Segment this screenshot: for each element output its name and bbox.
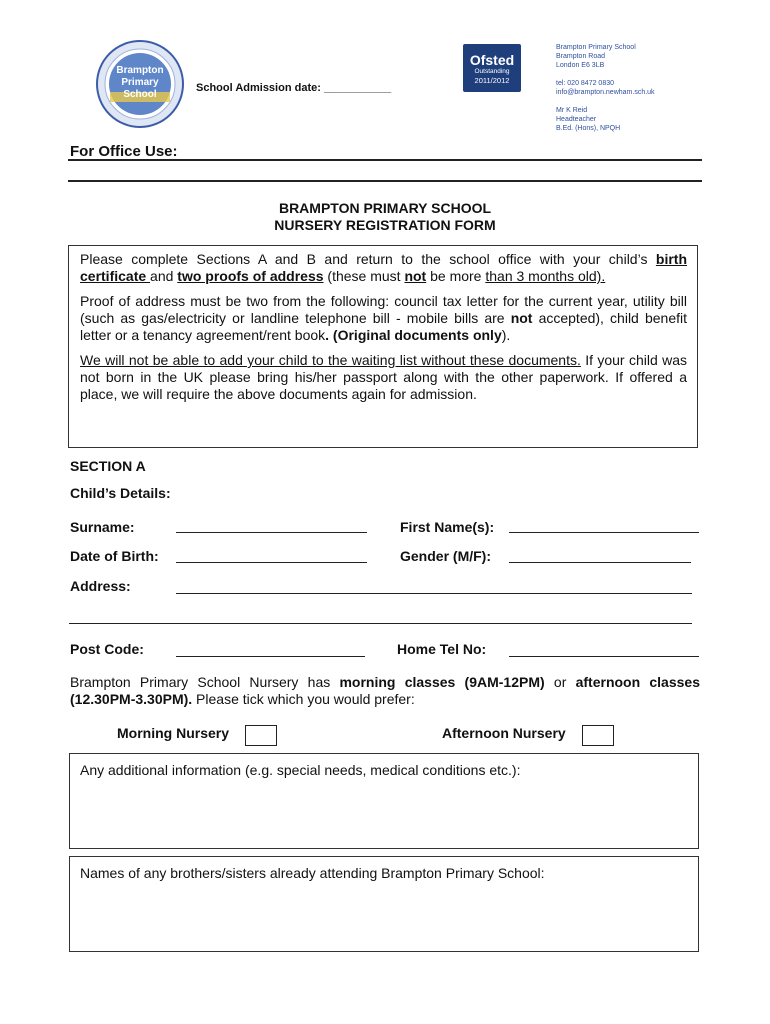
school-logo xyxy=(96,40,184,128)
phone-line: tel: 020 8472 0830 xyxy=(556,80,614,87)
class-preference-text: Brampton Primary School Nursery has morning classes (9AM-12PM) or afternoon classes (12.30PM-3.30PM). Please tick which you would prefer: xyxy=(70,674,700,707)
office-use-label: For Office Use: xyxy=(70,143,178,160)
ofsted-badge xyxy=(463,44,521,92)
section-a-heading: SECTION A xyxy=(70,458,146,474)
instructions-paragraph-2: Proof of address must be two from the following: council tax letter for the current year, utility bill (such as gas/electricity or landline telephone bill - mobile bills are not accepted), child benefit letter or a tenancy agreement/rent book. (Original documents only). xyxy=(80,293,687,343)
morning-nursery-checkbox[interactable] xyxy=(245,725,277,746)
ofsted-rating: Outstanding xyxy=(474,68,510,75)
post-code-field[interactable] xyxy=(176,656,365,657)
post-code-label: Post Code: xyxy=(70,641,144,657)
head-name: Mr K Reid xyxy=(556,107,588,114)
additional-info-box[interactable] xyxy=(69,753,699,849)
instructions-paragraph-1: Please complete Sections A and B and return to the school office with your child’s birth certificate and two proofs of address (these must not be more than 3 months old). xyxy=(80,251,687,284)
morning-nursery-label: Morning Nursery xyxy=(117,725,230,741)
school-contact-block xyxy=(556,43,655,133)
first-names-label: First Name(s): xyxy=(400,519,495,535)
form-title: NURSERY REGISTRATION FORM xyxy=(274,217,496,233)
form-title-school: BRAMPTON PRIMARY SCHOOL xyxy=(278,200,492,216)
email-line: info@brampton.newham.sch.uk xyxy=(556,89,655,96)
instructions-paragraph-3: We will not be able to add your child to the waiting list without these documents. If your child was not born in the UK please bring his/her passport along with the other paperwork. If offered a place, we will require the above documents again for admission. xyxy=(80,352,687,402)
dob-field[interactable] xyxy=(176,562,367,563)
surname-field[interactable] xyxy=(176,532,367,533)
afternoon-nursery-checkbox[interactable] xyxy=(582,725,614,746)
divider xyxy=(68,159,702,161)
ofsted-title: Ofsted xyxy=(469,52,515,68)
ofsted-years: 2011/2012 xyxy=(474,76,510,85)
address-line: Brampton Road xyxy=(556,53,606,60)
head-title: Headteacher xyxy=(556,116,597,123)
gender-field[interactable] xyxy=(509,562,691,563)
head-quals: B.Ed. (Hons), NPQH xyxy=(556,125,621,132)
home-tel-label: Home Tel No: xyxy=(397,641,487,657)
siblings-label: Names of any brothers/sisters already attending Brampton Primary School: xyxy=(80,865,545,881)
address-field-line-1[interactable] xyxy=(176,593,692,594)
address-label: Address: xyxy=(70,578,131,594)
instructions-box xyxy=(68,245,698,448)
surname-label: Surname: xyxy=(70,519,135,535)
logo-text-1: Brampton xyxy=(116,65,164,76)
home-tel-field[interactable] xyxy=(509,656,699,657)
address-line: Brampton Primary School xyxy=(556,44,636,51)
dob-label: Date of Birth: xyxy=(70,548,159,564)
admission-date-label: School Admission date: ___________ xyxy=(196,82,392,94)
first-names-field[interactable] xyxy=(509,532,699,533)
address-field-line-2[interactable] xyxy=(69,623,692,624)
gender-label: Gender (M/F): xyxy=(400,548,491,564)
address-line: London E6 3LB xyxy=(556,62,605,69)
childs-details-heading: Child’s Details: xyxy=(70,485,171,501)
divider xyxy=(68,180,702,182)
logo-text-2: Primary xyxy=(121,77,159,88)
afternoon-nursery-label: Afternoon Nursery xyxy=(442,725,566,741)
logo-text-3: School xyxy=(123,89,157,100)
siblings-box[interactable] xyxy=(69,856,699,952)
additional-info-label: Any additional information (e.g. special needs, medical conditions etc.): xyxy=(80,762,521,778)
